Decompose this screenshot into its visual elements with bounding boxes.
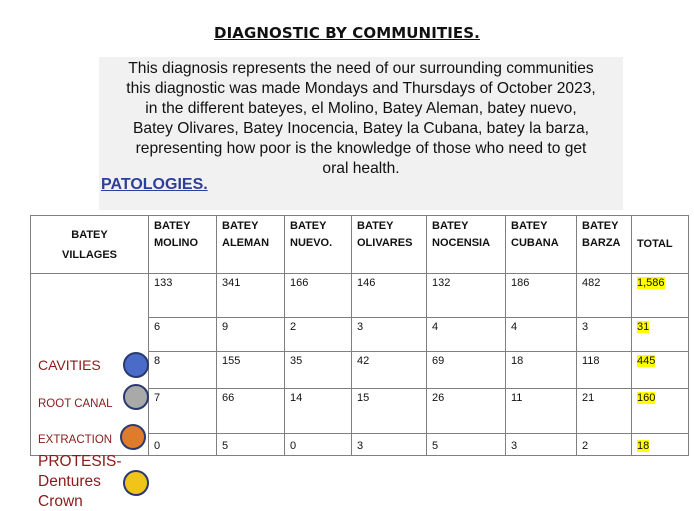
intro-line: in the different bateyes, el Molino, Batey Aleman, batey nuevo, <box>145 100 577 117</box>
table-cell: 3 <box>506 434 577 456</box>
protesis-circle-icon <box>123 470 149 496</box>
label-root-canal: ROOT CANAL <box>38 398 113 410</box>
label-crown: Crown <box>38 493 83 510</box>
table-cell: 3 <box>577 318 632 352</box>
table-cell: 42 <box>352 352 427 389</box>
intro-line: Batey Olivares, Batey Inocencia, Batey la Cubana, batey la barza, <box>133 120 589 137</box>
table-cell: 9 <box>217 318 285 352</box>
label-extraction: EXTRACTION <box>38 434 113 446</box>
column-header-nuevo: BATEY NUEVO. <box>285 216 352 274</box>
table-cell: 18 <box>506 352 577 389</box>
table-cell: 11 <box>506 389 577 434</box>
page-title: DIAGNOSTIC BY COMMUNITIES. <box>214 24 480 42</box>
table-cell: 2 <box>577 434 632 456</box>
table-cell: 132 <box>427 274 506 318</box>
label-protesis: PROTESIS- <box>38 453 122 470</box>
diagnostic-table <box>30 215 689 510</box>
table-cell: 21 <box>577 389 632 434</box>
table-cell: 8 <box>149 352 217 389</box>
column-header-aleman: BATEY ALEMAN <box>217 216 285 274</box>
table-cell: 69 <box>427 352 506 389</box>
root-canal-circle-icon <box>123 384 149 410</box>
intro-line: This diagnosis represents the need of our surrounding communities <box>128 60 594 77</box>
table-cell: 6 <box>149 318 217 352</box>
table-cell: 146 <box>352 274 427 318</box>
pathology-labels-cell <box>31 274 149 510</box>
patologies-heading: PATOLOGIES. <box>101 176 208 193</box>
table-cell: 26 <box>427 389 506 434</box>
batey-villages-header: BATEY VILLAGES <box>31 216 149 274</box>
column-header-cubana: BATEY CUBANA <box>506 216 577 274</box>
total-cell: 18 <box>632 434 689 456</box>
extraction-circle-icon <box>120 424 146 450</box>
table-cell: 15 <box>352 389 427 434</box>
table-cell: 0 <box>285 434 352 456</box>
table-cell: 118 <box>577 352 632 389</box>
total-cell: 1,586 <box>632 274 689 318</box>
table-cell: 341 <box>217 274 285 318</box>
column-header-olivares: BATEY OLIVARES <box>352 216 427 274</box>
table-cell: 2 <box>285 318 352 352</box>
cavities-circle-icon <box>123 352 149 378</box>
table-cell: 3 <box>352 318 427 352</box>
column-header-barza: BATEY BARZA <box>577 216 632 274</box>
table-cell: 35 <box>285 352 352 389</box>
intro-line: oral health. <box>322 160 400 177</box>
column-header-nocensia: BATEY NOCENSIA <box>427 216 506 274</box>
table-cell: 155 <box>217 352 285 389</box>
table-header-row <box>31 216 689 274</box>
table-cell: 7 <box>149 389 217 434</box>
table-cell: 186 <box>506 274 577 318</box>
total-cell: 31 <box>632 318 689 352</box>
table-cell: 133 <box>149 274 217 318</box>
table-cell: 66 <box>217 389 285 434</box>
total-cell: 160 <box>632 389 689 434</box>
table-cell: 0 <box>149 434 217 456</box>
table-cell: 14 <box>285 389 352 434</box>
column-header-total: TOTAL <box>632 216 689 274</box>
label-dentures: Dentures <box>38 473 101 490</box>
table-cell: 5 <box>217 434 285 456</box>
table-row <box>31 274 689 318</box>
intro-line: this diagnostic was made Mondays and Thursdays of October 2023, <box>126 80 596 97</box>
intro-paragraph <box>99 59 623 179</box>
table-cell: 166 <box>285 274 352 318</box>
table-cell: 4 <box>506 318 577 352</box>
table-cell: 3 <box>352 434 427 456</box>
label-cavities: CAVITIES <box>38 357 101 373</box>
total-cell: 445 <box>632 352 689 389</box>
table-cell: 4 <box>427 318 506 352</box>
intro-line: representing how poor is the knowledge of those who need to get <box>135 140 587 157</box>
table-cell: 5 <box>427 434 506 456</box>
column-header-molino: BATEY MOLINO <box>149 216 217 274</box>
table-cell: 482 <box>577 274 632 318</box>
